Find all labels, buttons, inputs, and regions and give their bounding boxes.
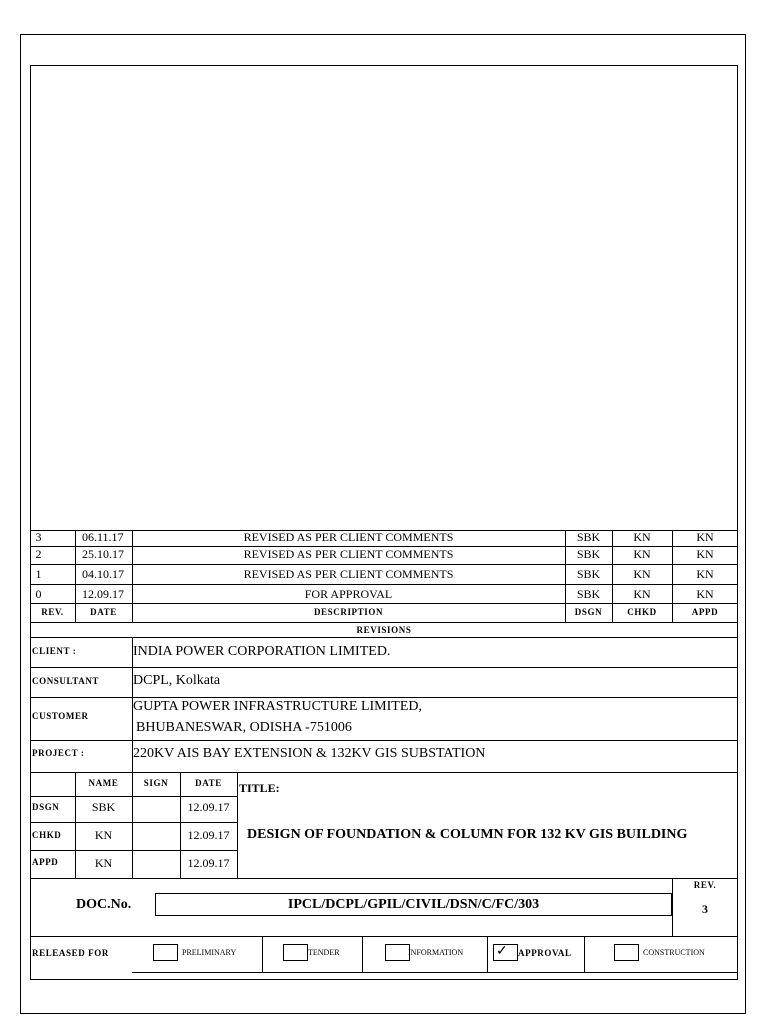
checkbox-box[interactable] <box>153 944 178 961</box>
checkbox-label-information: INFORMATION <box>408 948 464 957</box>
role-cell: CHKD <box>32 830 62 840</box>
rev-header: REV. <box>41 607 64 617</box>
dsgn-cell: SBK <box>576 567 601 581</box>
date-cell: 12.09.17 <box>187 800 230 814</box>
customer-line2: BHUBANESWAR, ODISHA -751006 <box>136 720 352 735</box>
chkd-cell: KN <box>633 530 651 544</box>
doc-no-label: DOC.No. <box>76 897 132 912</box>
appd-header: APPD <box>691 607 719 617</box>
project-value: 220KV AIS BAY EXTENSION & 132KV GIS SUBSTATION <box>133 746 486 761</box>
dsgn-header: DSGN <box>574 607 603 617</box>
date-cell: 04.10.17 <box>82 567 124 581</box>
date-cell: 12.09.17 <box>187 856 230 870</box>
rev-cell: 2 <box>35 547 42 561</box>
description-cell: REVISED AS PER CLIENT COMMENTS <box>243 567 454 581</box>
name-header: NAME <box>88 778 119 788</box>
checkbox-label-approval: APPROVAL <box>518 948 572 958</box>
consultant-label: CONSULTANT <box>32 676 100 686</box>
description-cell: FOR APPROVAL <box>304 587 393 601</box>
role-cell: APPD <box>32 857 59 867</box>
role-cell: DSGN <box>32 802 60 812</box>
rev-cell: 3 <box>35 530 42 544</box>
chkd-cell: KN <box>633 567 651 581</box>
checkbox-box[interactable] <box>493 944 518 961</box>
drawing-inner-border <box>30 65 738 980</box>
customer-line1: GUPTA POWER INFRASTRUCTURE LIMITED, <box>133 699 422 714</box>
date-header: DATE <box>90 607 117 617</box>
checkbox-box[interactable] <box>385 944 410 961</box>
name-cell: SBK <box>91 800 116 814</box>
appd-cell: KN <box>696 547 714 561</box>
chkd-header: CHKD <box>627 607 657 617</box>
sign-header: SIGN <box>143 778 169 788</box>
drawing-title: DESIGN OF FOUNDATION & COLUMN FOR 132 KV GIS BUILDING <box>247 827 688 842</box>
checkbox-label-preliminary: PRELIMINARY <box>182 948 237 957</box>
description-header: DESCRIPTION <box>313 607 384 617</box>
date-cell: 25.10.17 <box>82 547 124 561</box>
checkbox-box[interactable] <box>614 944 639 961</box>
date-cell: 12.09.17 <box>187 828 230 842</box>
revisions-title: REVISIONS <box>356 625 412 635</box>
chkd-cell: KN <box>633 587 651 601</box>
chkd-cell: KN <box>633 547 651 561</box>
title-label: TITLE: <box>239 781 280 795</box>
appd-cell: KN <box>696 587 714 601</box>
project-label: PROJECT : <box>32 748 85 758</box>
checkbox-box[interactable] <box>283 944 308 961</box>
client-label: CLIENT : <box>32 646 77 656</box>
name-cell: KN <box>94 828 113 842</box>
description-cell: REVISED AS PER CLIENT COMMENTS <box>243 530 454 544</box>
name-cell: KN <box>94 856 113 870</box>
date-cell: 06.11.17 <box>82 530 124 544</box>
dsgn-cell: SBK <box>576 530 601 544</box>
doc-rev-value: 3 <box>702 902 708 916</box>
date-cell: 12.09.17 <box>82 587 124 601</box>
date-header: DATE <box>195 778 222 788</box>
consultant-value: DCPL, Kolkata <box>133 673 221 688</box>
client-value: INDIA POWER CORPORATION LIMITED. <box>133 644 391 659</box>
customer-label: CUSTOMER <box>32 711 89 721</box>
checkbox-label-tender: TENDER <box>308 948 340 957</box>
description-cell: REVISED AS PER CLIENT COMMENTS <box>243 547 454 561</box>
doc-rev-label: REV. <box>693 880 717 890</box>
dsgn-cell: SBK <box>576 547 601 561</box>
appd-cell: KN <box>696 530 714 544</box>
checkbox-label-construction: CONSTRUCTION <box>643 948 705 957</box>
rev-cell: 0 <box>35 587 42 601</box>
check-mark-icon: ✓ <box>496 944 508 959</box>
dsgn-cell: SBK <box>576 587 601 601</box>
rev-cell: 1 <box>35 567 42 581</box>
released-for-label: RELEASED FOR <box>32 948 109 958</box>
appd-cell: KN <box>696 567 714 581</box>
doc-no-value: IPCL/DCPL/GPIL/CIVIL/DSN/C/FC/303 <box>287 897 540 912</box>
